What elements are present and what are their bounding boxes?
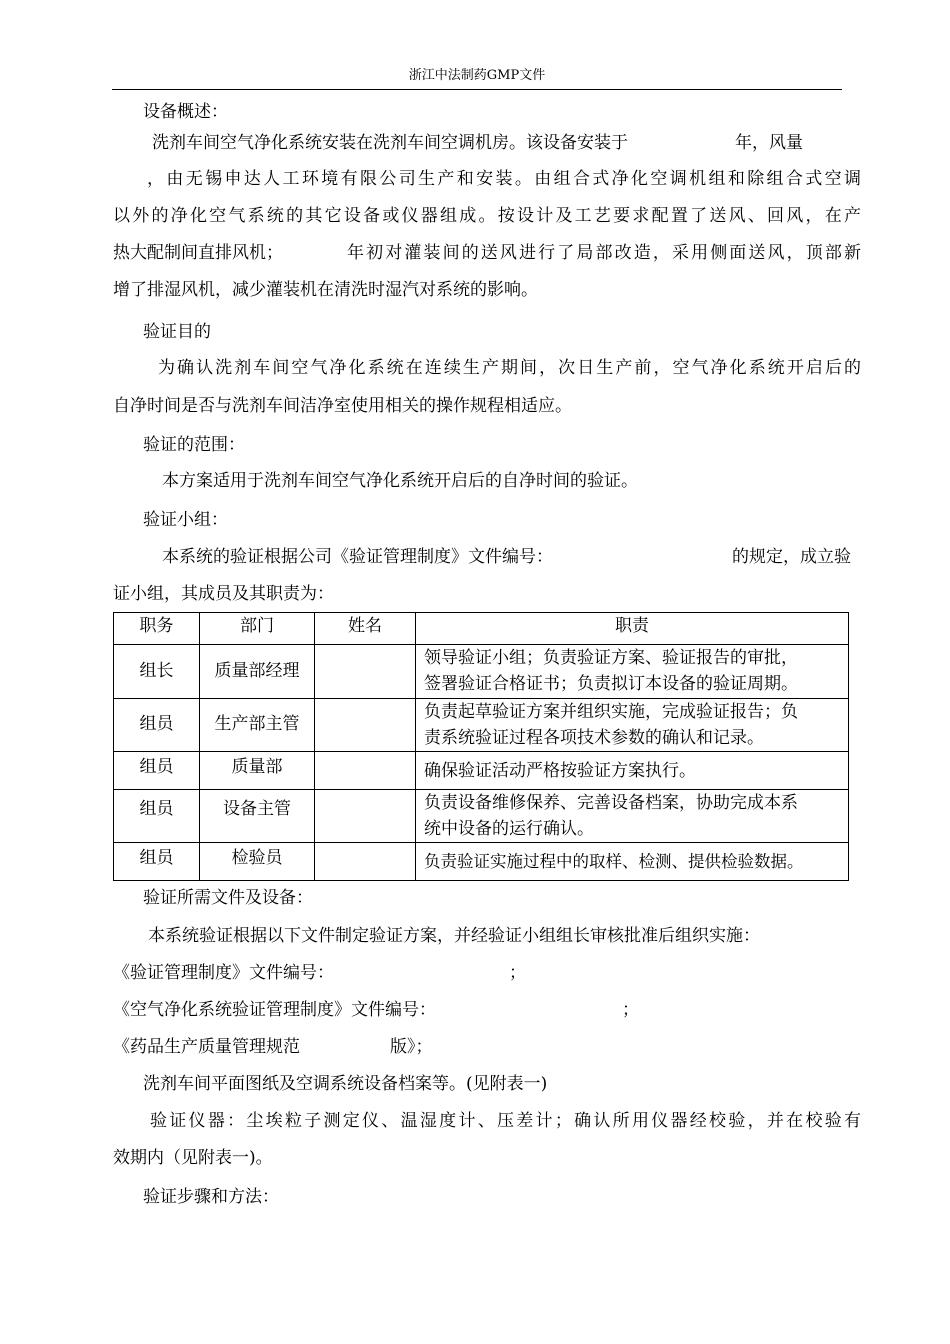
cell-duty <box>416 843 849 881</box>
cell-duty <box>416 752 849 790</box>
cell-duty <box>416 699 849 752</box>
duty-line: 负责设备维修保养、完善设备档案，协助完成本系 <box>424 793 798 813</box>
duty-line: 领导验证小组；负责验证方案、验证报告的审批， <box>424 648 798 668</box>
purpose-heading: 验证目的 <box>143 322 211 342</box>
doc-item-3a: 《药品生产质量管理规范 <box>113 1037 300 1057</box>
cell-name <box>315 699 416 752</box>
duty-line: 负责验证实施过程中的取样、检测、提供检验数据。 <box>424 852 804 871</box>
overview-line-3: 以外的净化空气系统的其它设备或仪器组成。按设计及工艺要求配置了送风、回风，在产 <box>113 206 861 226</box>
scope-heading: 验证的范围： <box>143 435 245 455</box>
overview-line-4b: 年初对灌装间的送风进行了局部改造，采用侧面送风，顶部新 <box>347 243 861 263</box>
overview-line-2: ，由无锡申达人工环境有限公司生产和安装。由组合式净化空调机组和除组合式空调 <box>147 169 861 189</box>
cell-name <box>315 752 416 790</box>
team-line-1a: 本系统的验证根据公司《验证管理制度》文件编号： <box>162 547 553 567</box>
doc-item-2b: ； <box>622 1000 639 1020</box>
team-table <box>113 612 849 881</box>
table-header-row <box>114 613 849 645</box>
cell-dept: 质量部 <box>200 752 315 790</box>
table-row <box>114 843 849 881</box>
duty-line: 统中设备的运行确认。 <box>424 819 594 839</box>
cell-name <box>315 645 416 699</box>
instrument-line-2: 效期内（见附表一)。 <box>113 1148 273 1168</box>
doc-item-4: 洗剂车间平面图纸及空调系统设备档案等。(见附表一) <box>143 1074 548 1094</box>
page-header: 浙江中法制药GMP文件 <box>408 68 546 83</box>
scope-line-1: 本方案适用于洗剂车间空气净化系统开启后的自净时间的验证。 <box>162 471 638 491</box>
docs-heading: 验证所需文件及设备： <box>143 888 313 908</box>
cell-role: 组员 <box>114 752 200 790</box>
cell-dept: 生产部主管 <box>200 699 315 752</box>
overview-heading: 设备概述： <box>143 102 228 122</box>
doc-item-3b: 版》； <box>390 1037 433 1057</box>
overview-line-1a: 洗剂车间空气净化系统安装在洗剂车间空调机房。该设备安装于 <box>152 133 628 153</box>
col-header-duty: 职责 <box>416 613 849 645</box>
docs-intro: 本系统验证根据以下文件制定验证方案，并经验证小组组长审核批准后组织实施： <box>148 926 760 946</box>
cell-dept: 检验员 <box>200 843 315 881</box>
header-divider <box>112 89 842 90</box>
cell-role: 组员 <box>114 790 200 843</box>
cell-dept: 质量部经理 <box>200 645 315 699</box>
cell-role: 组长 <box>114 645 200 699</box>
purpose-line-1: 为确认洗剂车间空气净化系统在连续生产期间，次日生产前，空气净化系统开启后的 <box>158 358 861 378</box>
cell-name <box>315 790 416 843</box>
duty-line: 负责起草验证方案并组织实施，完成验证报告；负 <box>424 702 798 722</box>
cell-duty <box>416 645 849 699</box>
cell-role: 组员 <box>114 699 200 752</box>
doc-item-2a: 《空气净化系统验证管理制度》文件编号： <box>113 1000 436 1020</box>
col-header-dept: 部门 <box>200 613 315 645</box>
team-heading: 验证小组： <box>143 510 228 530</box>
overview-line-1b: 年，风量 <box>735 133 803 153</box>
instrument-line-1: 验证仪器：尘埃粒子测定仪、温湿度计、压差计；确认所用仪器经校验，并在校验有 <box>150 1111 861 1131</box>
cell-dept: 设备主管 <box>200 790 315 843</box>
duty-line: 签署验证合格证书；负责拟订本设备的验证周期。 <box>424 674 798 694</box>
col-header-name: 姓名 <box>315 613 416 645</box>
table-row <box>114 752 849 790</box>
team-line-1b: 的规定，成立验 <box>732 547 851 567</box>
purpose-line-2: 自净时间是否与洗剂车间洁净室使用相关的操作规程相适应。 <box>113 396 572 416</box>
team-line-2: 证小组，其成员及其职责为： <box>113 584 334 604</box>
doc-item-1a: 《验证管理制度》文件编号： <box>113 963 334 983</box>
duty-line: 责系统验证过程各项技术参数的确认和记录。 <box>424 728 764 748</box>
overview-line-5: 增了排湿风机，减少灌装机在清洗时湿汽对系统的影响。 <box>113 280 538 300</box>
cell-role: 组员 <box>114 843 200 881</box>
table-row <box>114 790 849 843</box>
col-header-role: 职务 <box>114 613 200 645</box>
cell-duty <box>416 790 849 843</box>
doc-item-1b: ； <box>509 963 526 983</box>
duty-line: 确保验证活动严格按验证方案执行。 <box>424 761 696 781</box>
cell-name <box>315 843 416 881</box>
table-row <box>114 699 849 752</box>
table-row <box>114 645 849 699</box>
overview-line-4a: 热大配制间直排风机； <box>113 243 283 263</box>
steps-heading: 验证步骤和方法： <box>143 1187 279 1207</box>
